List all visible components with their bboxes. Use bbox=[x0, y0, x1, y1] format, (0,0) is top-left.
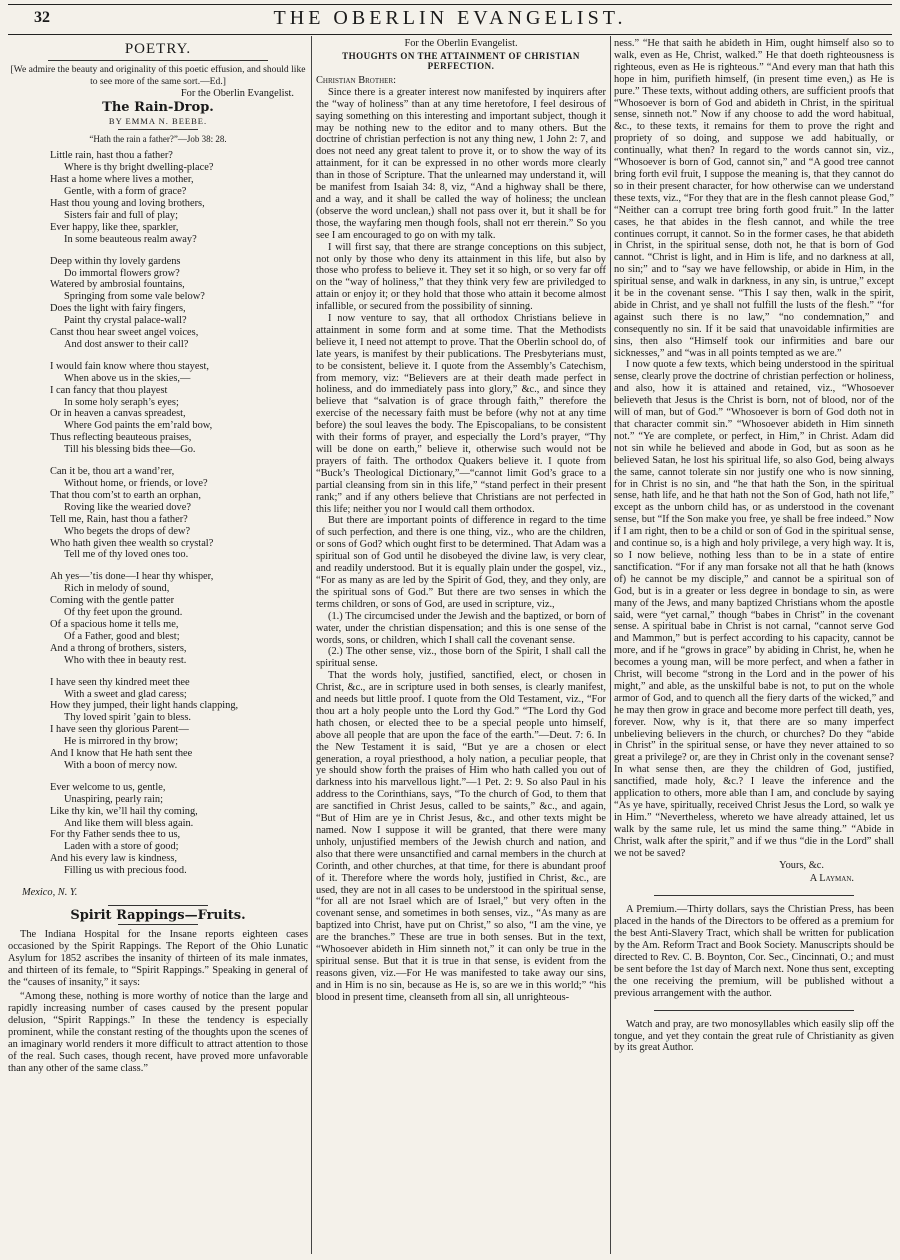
poem-line: In some holy seraph’s eyes; bbox=[64, 396, 179, 408]
divider bbox=[118, 924, 198, 925]
poem-line: Canst thou hear sweet angel voices, bbox=[50, 327, 199, 339]
column-poetry bbox=[8, 38, 308, 1254]
proverb: Watch and pray, are two monosyllables which easily slip off the tongue, and yet they contain the great rule of Christianity as given by its great Author. bbox=[614, 1018, 894, 1054]
column-divider bbox=[610, 36, 611, 1254]
poem-line: I have seen thy glorious Parent— bbox=[50, 724, 189, 736]
essay-paragraph: (1.) The circumcised under the Jewish and the baptized, or born of water, under the christian dispensation; and this is one sense of the words, sons, or children, which I shall call the covenant sense. bbox=[316, 610, 606, 646]
poem-line: With a sweet and glad caress; bbox=[64, 688, 187, 700]
poem-stanza bbox=[50, 150, 308, 245]
poem-line: Ever happy, like thee, sparkler, bbox=[50, 221, 179, 233]
poem-line: Watered by ambrosial fountains, bbox=[50, 279, 185, 291]
poem-line: Filling us with precious food. bbox=[64, 865, 187, 877]
poem-line: Till his blessing bids thee—Go. bbox=[64, 444, 196, 456]
poem-byline: BY EMMA N. BEEBE. bbox=[108, 115, 208, 126]
article-paragraph: “Among these, nothing is more worthy of notice than the large and rapidly increasing number of cases caused by the present popular delusion, “Spirit Rappings.” In these the tendency is especially prominent, while the constant resting of the thoughts upon the scenes of an imaginary world renders it more difficult to attract attention to those of the real. Such cases, though recent, have proved more unfavorable than any other of the same class.” bbox=[8, 991, 308, 1074]
for-line: For the Oberlin Evangelist. bbox=[404, 38, 518, 49]
page-number: 32 bbox=[34, 9, 50, 26]
poem-line: Who hath given thee wealth so crystal? bbox=[50, 537, 214, 549]
closing: Yours, &c. bbox=[779, 859, 824, 871]
poem-line: Tell me, Rain, hast thou a father? bbox=[50, 513, 188, 525]
essay-title: THOUGHTS ON THE ATTAINMENT OF CHRISTIAN PERFECTION. bbox=[342, 50, 580, 71]
poem-line: Sisters fair and full of play; bbox=[64, 209, 178, 221]
column-divider bbox=[311, 36, 312, 1254]
article-title: Spirit Rappings—Fruits. bbox=[70, 908, 246, 923]
poem-line: And like them will bless again. bbox=[64, 817, 194, 829]
poem-line: I have seen thy kindred meet thee bbox=[50, 676, 190, 688]
poem-stanza bbox=[50, 361, 308, 456]
essay-paragraph: I will first say, that there are strange conceptions on this subject, not only by those who deny its attainment in this life, but also by those who profess to believe it. They set it so high, or so very far off on the “way of holiness,” that they think very few are priviledged to attain or enjoy it; or they hold that those who attain it become almost infallible, or secured from the possibility of sinning. bbox=[316, 241, 606, 313]
article-paragraph: The Indiana Hospital for the Insane reports eighteen cases occasioned by the Spirit Rappings. The Report of the Ohio Lunatic Asylum for 1852 ascribes the insanity of thirteen of its male inmates, and thirteen of its female, to “Spirit Rappings.” Speaking in general of the “causes of insanity,” it says: bbox=[8, 928, 308, 988]
poem-line: Paint thy crystal palace-wall? bbox=[64, 315, 187, 327]
divider bbox=[654, 1010, 854, 1011]
poem-line: Does the light with fairy fingers, bbox=[50, 303, 186, 315]
poem-line: For thy Father sends thee to us, bbox=[50, 829, 181, 841]
poem-line: Of thy feet upon the ground. bbox=[64, 607, 183, 619]
poem-place: Mexico, N. Y. bbox=[22, 887, 78, 899]
poem-body bbox=[8, 150, 308, 877]
essay-paragraph: ness.” “He that saith he abideth in Him, ought himself also so to walk, even as He, Christ, walked.” He that doeth righteousness is righteous, even as He is righteous.” “And every man that hath this hope in him, purifieth himself, (in present time even,) as He is pure.” These texts, without adding others, are sufficient proofs that “Whosoever is born of God and abideth in Christ, in the spiritual sense, sinneth not.” Now if any choose to add the word habitual, &c., to these texts, it remains for them to prove the right and propriety of so doing, and suppose we add habitually, or continually, what then? In regard to the words cannot sin, viz., “Whosoever is born of God, cannot sin,” and “A good tree cannot bring forth evil fruit, I suppose the meaning is, that they cannot do so in their present character, for how otherwise can we understand these texts, viz., “For they that are in the flesh cannot please God,” “Neither can a corrupt tree bring forth good fruit.” In the latter cases, he that abides in the flesh cannot, and while the tree continues corrupt, it cannot. So in the former cases, he that abideth in Christ, in the spiritual sense, doth not, he that is born of God cannot. “Christ is light, and in Him is life, and no darkness at all, no sin;” and to “say we have fellowship, or abide in Him, in the spiritual sense, and walk in darkness, in any sin, is untrue,” except it be in the covenant sense. “This I say then, walk in the spirit, abide in Christ, and ye shall not fulfill the lusts of the flesh.” “for against such there is no law,” “no condemnation,” and consequently no sin. If it be said that unavoidable infirmities are sins, then also “Himself took our infirmities and bare our sicknesses,” and “was in all points tempted as we are.” bbox=[614, 38, 894, 359]
poem-line: With a boon of mercy now. bbox=[64, 759, 178, 771]
essay-paragraph: I now venture to say, that all orthodox Christians believe in attainment in some form and at some time. That the Methodists believe it, I need not attempt to prove. That the Oberlin school do, of late years, is manifest by their publications. The Presbyterians must, to be consistent, believe it. I quote from the Assembly’s Catechism, from memory, viz: “Believers are at their death made perfect in holiness, and do immediately pass into glory,” &c., and since they believe that “salvation is of grace through faith,” therefore the exercise of the necessary faith must be before (why not at any time before) the soul leaves the body. The Episcopalians, to be consistent with their forms of prayer, and especially the Lord’s prayer, “Thy will be done on earth,” believe it, otherwise such would not be prayers of faith. The orthodox Quakers believe it. I quote from “Buck’s Theological Dictionary,”—“cannot limit God’s grace to a partial cleansing from sin in this life,” “stand perfect in their present rank;” and if any others believe that Christians are not perfected in this life; neither you nor I would call them orthodox. bbox=[316, 313, 606, 515]
divider bbox=[654, 895, 854, 896]
poem-line: He is mirrored in thy brow; bbox=[64, 736, 178, 748]
essay-paragraph: (2.) The other sense, viz., those born of the Spirit, I shall call the spiritual sense. bbox=[316, 646, 606, 670]
top-rule bbox=[8, 4, 892, 5]
premium-notice: A Premium.—Thirty dollars, says the Christian Press, has been placed in the hands of the Directors to be offered as a premium for the best Anti-Slavery Tract, which shall be written for publication by the Am. Reform Tract and Book Society. Manuscripts should be directed to Rev. C. B. Boynton, Cor. Sec., Cincinnati, O.; and must be sent before the 1st day of March next. None thus sent, excepting the one receiving the premium, will be published without a previous arrangement with the author. bbox=[614, 904, 894, 999]
poem-line: Deep within thy lovely gardens bbox=[50, 255, 181, 267]
divider bbox=[48, 60, 268, 61]
poem-line: Springing from some vale below? bbox=[64, 291, 205, 303]
poem-line: Without home, or friends, or love? bbox=[64, 478, 208, 489]
poem-line: Hast thou young and loving brothers, bbox=[50, 197, 205, 209]
divider bbox=[108, 905, 208, 906]
poem-line: I would fain know where thou stayest, bbox=[50, 360, 210, 372]
poem-line: Ever welcome to us, gentle, bbox=[50, 781, 166, 793]
essay-body-continued bbox=[614, 38, 894, 860]
salutation: Christian Brother: bbox=[316, 74, 397, 86]
poem-line: Who with thee in beauty rest. bbox=[64, 654, 187, 666]
essay-paragraph: But there are important points of difference in regard to the time of such perfection, and there is one thing, viz., who are the children, or sons of God? which ought first to be determined. That Adam was a spiritual son of God until he disobeyed the divine law, is very clear, and readily understood. But it is equally plain under the gospel, viz., “For as many as are led by the Spirit of God, they, and they only, are the spiritual sons of God.” But there are two senses in which the terms children, or sons of God, are used in scripture, viz., bbox=[316, 515, 606, 610]
poem-stanza bbox=[50, 571, 308, 666]
poem-line: Where God paints the em’rald bow, bbox=[64, 420, 213, 432]
poem-line: Thus reflecting beauteous praises, bbox=[50, 432, 192, 444]
page-header bbox=[8, 6, 892, 32]
poem-line: Hast a home where lives a mother, bbox=[50, 174, 194, 186]
poem-stanza bbox=[50, 782, 308, 877]
poem-line: How they jumped, their light hands clapping, bbox=[50, 700, 239, 712]
header-rule bbox=[8, 34, 892, 35]
poem-line: And his every law is kindness, bbox=[50, 853, 177, 865]
poem-line: Roving like the wearied dove? bbox=[64, 501, 191, 513]
poem-line: Ah yes—’tis done—I hear thy whisper, bbox=[50, 571, 214, 583]
poem-title: The Rain-Drop. bbox=[102, 99, 214, 115]
section-title: POETRY. bbox=[124, 41, 192, 57]
poem-line: And I know that He hath sent thee bbox=[50, 748, 193, 760]
poem-line: Coming with the gentle patter bbox=[50, 595, 175, 607]
essay-paragraph: I now quote a few texts, which being understood in the spiritual sense, clearly prove the doctrine of christian perfection or holiness, and also, how it is attained and retained, viz., “Whosoever believeth that Jesus is the Christ is born, not of blood, nor of the will of man, but of God.” “Whosoever is born of God doth not in that character commit sin.” “Whosoever abideth in Him sinneth not.” “Ye are complete, or perfect, in Him,” in Christ. Adam did not sin while he believed and abode in God, but as soon as he believed Satan, he lost his spiritual life, so also God, being always the same, cannot tolerate sin nor justify one who is now sinning, for in Christ is no sin, and “he that hath the Son, in the spiritual sense, hath life, and he that hath not the Son of God, hath not life,” except as the unborn child has, or as understood in the covenant sense, but “If the Son make you free, ye shall be free indeed.” Now if I am right, then to be a child or son of God in the spiritual sense, and continue so, is a high and holy privilege, a very high way. It is, so I now believe, nothing less than to be in a state of entire sanctification. “For if any man forsake not all that he hath (knows of) he cannot be my disciple,” and cannot be a spiritual son of God, but is in a greater or less degree in bondage to sin, as were many of the Jews, and many baptized Christians whom the apostle said, were “yet carnal,” though “babes in Christ” in the covenant sense. A spiritual babe in Christ is not carnal, “cannot serve God and Mammon,” but is perfect according to his capacity, cannot be more, and if he “grows in grace” by abiding in Christ, he, when he becomes a young man, will be more perfect, and when a father in Christ, will become “strong in the Lord and in the power of his might,” and able, as the unskilful babe is not, to put on the whole armor of God, and to quench all the fiery darts of the wicked,” and he may then grow in grace and become more perfect till death, yes, forever. Now, why is it, that there are so many imperfect unbelieving believers in the church, or churches? Do they “abide in Christ” in the spiritual sense, or have they never attained to so great a privilege? or, are they in Christ only in the covenant sense? In what sense then, are they the children of God, justified, sanctified, made holy, &c.? I leave the inference and the application to others, more able than I am, and conclude by saying “As ye have, spiritually, received Christ Jesus the Lord, so walk ye in Him.” “Nevertheless, whereto we have already attained, let us walk by the same rule, let us mind the same thing.” “Abide in Christ, walk after the spirit,” and if we thus “die in the Lord” shall we not be saved? bbox=[614, 359, 894, 859]
essay-body bbox=[316, 87, 606, 1004]
poem-stanza bbox=[50, 466, 308, 561]
poem-line: And a throng of brothers, sisters, bbox=[50, 642, 187, 654]
divider bbox=[118, 129, 198, 130]
poem-line: Can it be, thou art a wand’rer, bbox=[50, 466, 175, 478]
poem-line: Or in heaven a canvas spreadest, bbox=[50, 408, 186, 420]
poem-line: And dost answer to their call? bbox=[64, 338, 189, 350]
poem-line: Do immortal flowers grow? bbox=[64, 267, 180, 279]
poem-line: That thou com’st to earth an orphan, bbox=[50, 489, 201, 501]
for-line: For the Oberlin Evangelist. bbox=[180, 87, 294, 99]
signature: A Layman. bbox=[809, 873, 854, 885]
poem-line: I can fancy that thou playest bbox=[50, 384, 168, 396]
poem-line: Tell me of thy loved ones too. bbox=[64, 549, 189, 561]
poem-line: Thy loved spirit ’gain to bless. bbox=[64, 712, 191, 724]
essay-paragraph: Since there is a greater interest now manifested by inquirers after the “way of holiness” than at any time heretofore, I feel desirous of saying something on this interesting and important subject, though it may be nothing new to the editor and to many others. But the doctrine of christian perfection is not any thing new, 1 John 2: 7, and does not need any great talent to prove it, or to show the way of its attainment, for it can be expressed in no other words more clearly than in those of Scripture. That the unlearned may understand it, will be manifest from Isaiah 34: 8, viz, “And a highway shall be there, and a way, and it shall be called the way of holiness; the unclean (observe the word unclean,) shall not pass over it, but it shall be for those, the wayfaring men though fools, shall not err therein.” So you see I am encouraged to go on with my talk. bbox=[316, 86, 606, 241]
poem-line: Rich in melody of sound, bbox=[64, 583, 170, 595]
poem-line: Where is thy bright dwelling-place? bbox=[64, 162, 214, 174]
masthead: THE OBERLIN EVANGELIST. bbox=[273, 7, 627, 29]
essay-paragraph: That the words holy, justified, sanctified, elect, or chosen in Christ, &c., are in scripture used in both senses, is clearly manifest, and needs but little proof. I quote from the Old Testament, viz., “For thou art a holy people unto the Lord thy God.” “The Lord thy God hath chosen, or elected thee to be a special people unto himself, above all people that are upon the face of the earth.”—Deut. 7: 6. In the New Testament it is said, “But ye are a chosen or elect generation, a royal priesthood, a holy nation, a peculiar people, that ye should show forth the praises of Him who hath called you out of darkness into his marvellous light.”—1 Pet. 2: 9. So also Paul in his address to the Corinthians, says, “To the church of God, to them that are sanctified in Christ Jesus, called to be saints,” &c., and again, “But of Him are ye in Christ Jesus, &c., and other texts might be named. Now I suppose it will be granted, that there were many unholy, unjustified members of the Jewish church and nation, and also that there were unsanctified and carnal members in the church at Corinth, and other churches, at that time, for there is abundant proof of it. Therefore where the words holy, justified in Christ, &c., are used, they are not in all cases to be understood in the spiritual sense, “for all are not Israel which are of Israel,” but very often in the covenant sense, and sometimes in both senses, viz., “As many as are baptized into Christ, have put on Christ,” so also, “I am the vine, ye are the branches.” These are true in both senses. But in the text, “Whosoever abideth in Him sinneth not,” it can only be true in the spiritual sense. But that it is true in that sense, is evident from the reasons given, viz.—For He was manifested to take away our sins, and in Him is no sin, because as He is, so are we in this world;” “his blood in present time, cleanseth from all sin, all unrighteous- bbox=[316, 670, 606, 1003]
poem-line: In some beauteous realm away? bbox=[64, 233, 197, 245]
editor-note: [We admire the beauty and originality of this poetic effusion, and should like to see more of the same sort.—Ed.] bbox=[10, 63, 306, 87]
poem-stanza bbox=[50, 256, 308, 351]
poem-epigraph: “Hath the rain a father?”—Job 38: 28. bbox=[89, 134, 227, 145]
poem-line: Of a Father, good and blest; bbox=[64, 630, 180, 642]
column-essay-cont bbox=[614, 38, 894, 1254]
poem-line: Of a spacious home it tells me, bbox=[50, 618, 179, 630]
poem-stanza bbox=[50, 677, 308, 772]
column-essay bbox=[316, 38, 606, 1254]
poem-line: When above us in the skies,— bbox=[64, 372, 191, 384]
poem-line: Gentle, with a form of grace? bbox=[64, 186, 187, 198]
poem-line: Laden with a store of good; bbox=[64, 841, 179, 853]
poem-line: Who begets the drops of dew? bbox=[64, 525, 191, 537]
poem-line: Little rain, hast thou a father? bbox=[50, 150, 173, 162]
poem-line: Like thy kin, we’ll hail thy coming, bbox=[50, 805, 198, 817]
poem-line: Unaspiring, pearly rain; bbox=[64, 793, 163, 805]
